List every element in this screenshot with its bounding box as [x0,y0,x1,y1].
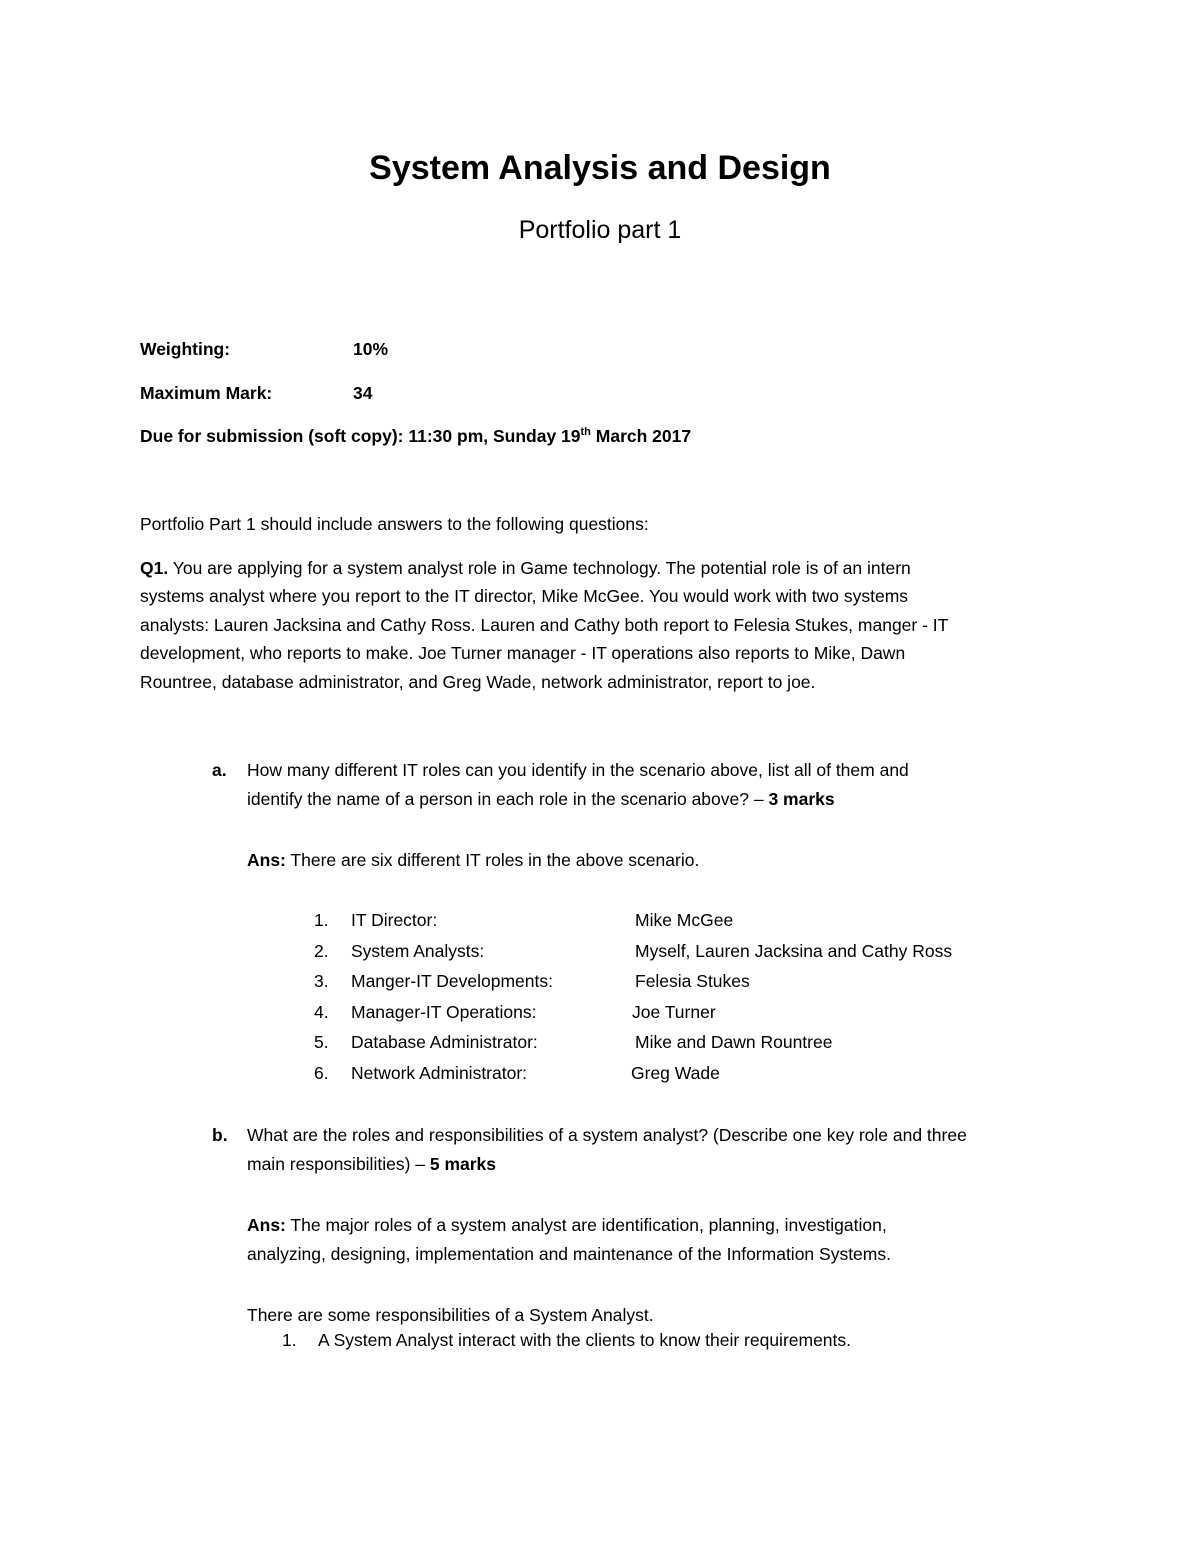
responsibilities-intro: There are some responsibilities of a System Analyst. [247,1305,654,1325]
part-b-ans-label: Ans: [247,1215,286,1235]
part-b-marks: 5 marks [429,1154,497,1174]
role-person-1: Mike McGee [635,910,734,930]
role-name-2: System Analysts: [351,941,485,961]
part-a-ans-label: Ans: [247,850,286,870]
part-a-line-2 [247,788,835,810]
part-b-line-2 [247,1153,496,1175]
role-person-6: Greg Wade [631,1063,720,1083]
part-b-line-2-text: main responsibilities) – [247,1154,430,1174]
role-num-5: 5. [314,1032,329,1052]
due-text: Due for submission (soft copy): 11:30 pm, Sunday 19 [140,426,581,446]
role-name-5: Database Administrator: [351,1032,538,1052]
part-a-line-1: How many different IT roles can you identify in the scenario above, list all of them and [247,760,909,780]
weighting-label: Weighting: [140,339,231,359]
role-person-2: Myself, Lauren Jacksina and Cathy Ross [635,941,953,961]
part-a-label: a. [212,760,227,780]
max-mark-label: Maximum Mark: [140,383,273,403]
q1-line-2: systems analyst where you report to the IT director, Mike McGee. You would work with two systems [140,586,909,606]
part-b-line-1: What are the roles and responsibilities of a system analyst? (Describe one key role and three [247,1125,967,1145]
part-a-marks: 3 marks [768,789,835,809]
role-name-3: Manger-IT Developments: [351,971,553,991]
role-num-2: 2. [314,941,329,961]
page-subtitle: Portfolio part 1 [518,216,682,244]
due-superscript: th [580,426,591,438]
due-date [140,425,691,447]
q1-line-1-text: You are applying for a system analyst role in Game technology. The potential role is of an intern [168,558,911,578]
role-name-4: Manager-IT Operations: [351,1002,537,1022]
role-num-6: 6. [314,1063,329,1083]
role-num-3: 3. [314,971,329,991]
responsibility-num-1: 1. [282,1330,297,1350]
part-b-answer-line-1 [247,1214,887,1236]
part-b-answer-line-2: analyzing, designing, implementation and maintenance of the Information Systems. [247,1244,891,1264]
role-name-1: IT Director: [351,910,438,930]
role-num-4: 4. [314,1002,329,1022]
intro-text: Portfolio Part 1 should include answers to the following questions: [140,514,649,534]
responsibility-text-1: A System Analyst interact with the clients to know their requirements. [318,1330,852,1350]
weighting-value: 10% [353,339,389,359]
role-num-1: 1. [314,910,329,930]
due-text-end: March 2017 [590,426,692,446]
q1-label: Q1. [140,558,169,578]
q1-line-3: analysts: Lauren Jacksina and Cathy Ross. Lauren and Cathy both report to Felesia Stukes, manger - IT [140,615,949,635]
role-person-3: Felesia Stukes [635,971,750,991]
q1-line-1 [140,557,911,579]
role-name-6: Network Administrator: [351,1063,528,1083]
q1-line-4: development, who reports to make. Joe Turner manager - IT operations also reports to Mike, Dawn [140,643,906,663]
part-a-answer [247,849,699,871]
max-mark-value: 34 [353,383,373,403]
role-person-5: Mike and Dawn Rountree [635,1032,833,1052]
part-b-label: b. [212,1125,228,1145]
part-a-ans-text: There are six different IT roles in the above scenario. [285,850,700,870]
q1-line-5: Rountree, database administrator, and Greg Wade, network administrator, report to joe. [140,672,816,692]
part-a-line-2-text: identify the name of a person in each role in the scenario above? – [247,789,769,809]
part-b-ans-text-1: The major roles of a system analyst are identification, planning, investigation, [285,1215,887,1235]
page-title: System Analysis and Design [369,149,831,187]
role-person-4: Joe Turner [632,1002,716,1022]
